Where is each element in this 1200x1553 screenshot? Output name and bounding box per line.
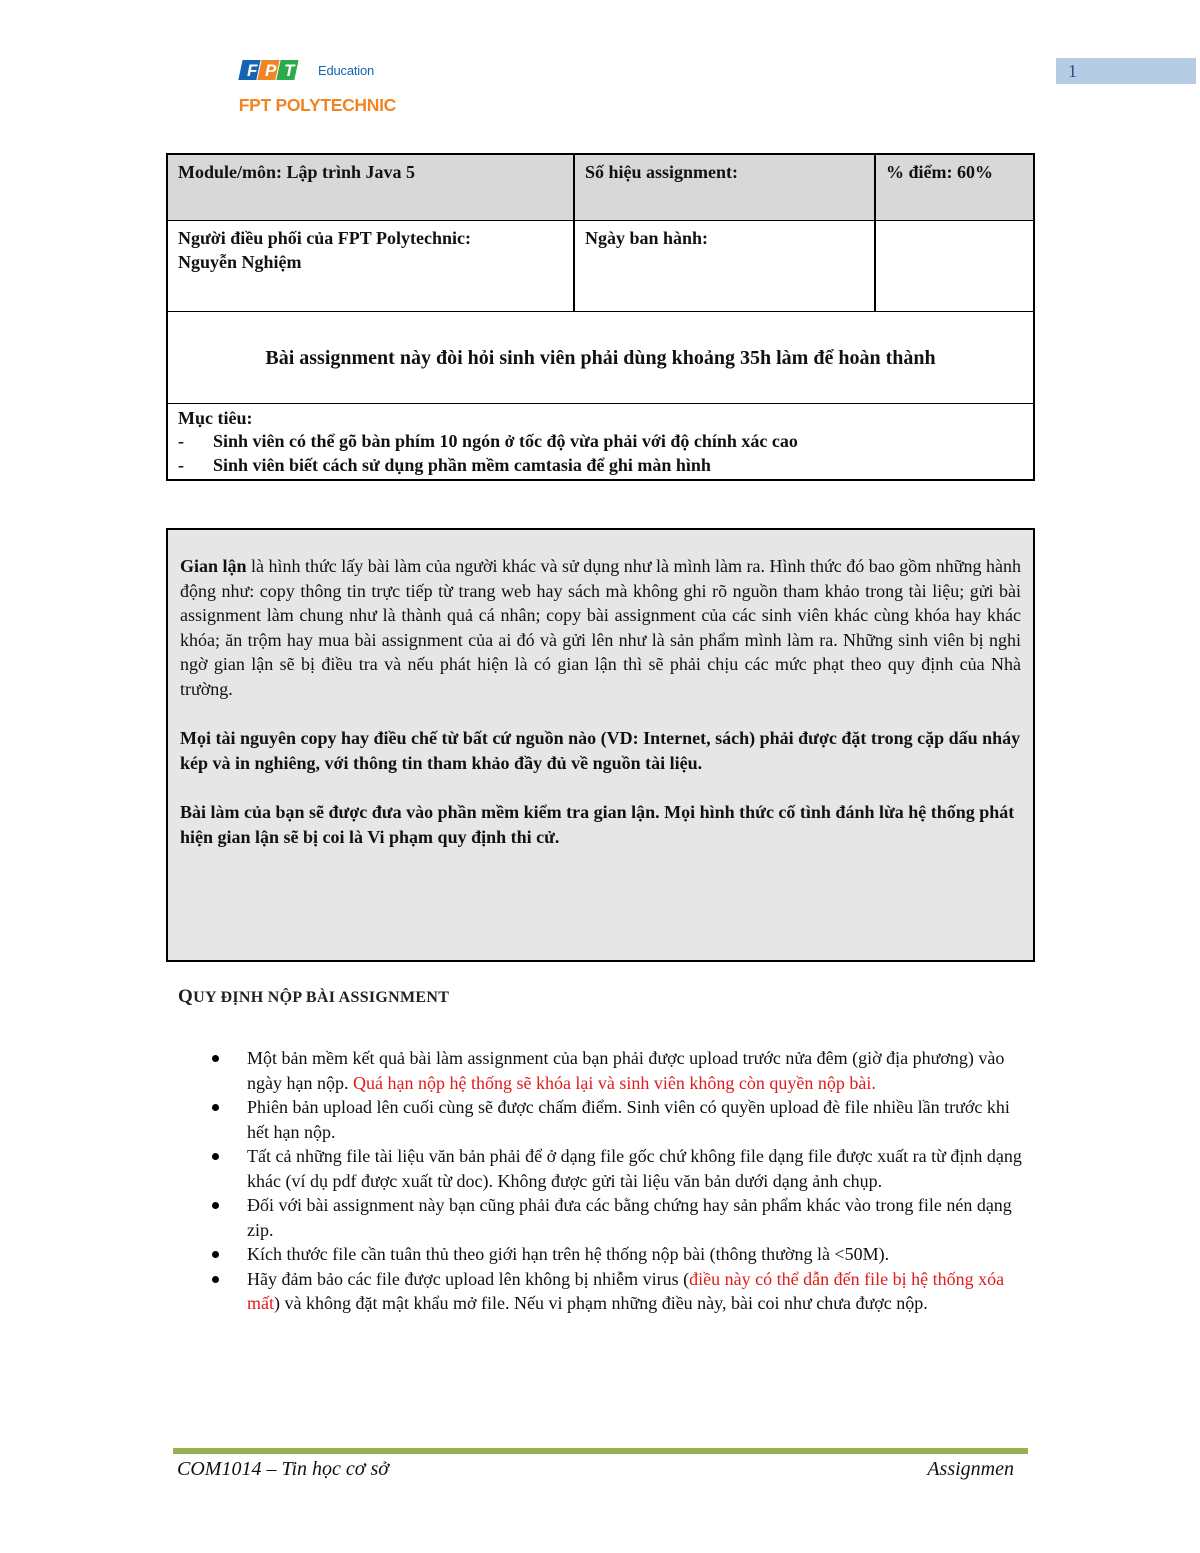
goal-item: - Sinh viên biết cách sử dụng phần mềm camtasia để ghi màn hình [178, 455, 711, 475]
logo-tile-f: F [247, 61, 258, 80]
coordinator-name: Nguyễn Nghiệm [178, 252, 302, 272]
goal-text: Sinh viên có thể gõ bàn phím 10 ngón ở tốc độ vừa phải với độ chính xác cao [213, 431, 798, 451]
list-item [212, 1095, 1027, 1144]
list-item [212, 1046, 1027, 1095]
empty-cell [876, 221, 1033, 311]
goal-item: - Sinh viên có thể gõ bàn phím 10 ngón ở tốc độ vừa phải với độ chính xác cao [178, 431, 798, 451]
fpt-logo-icon [237, 58, 301, 86]
section-title-initial: Q [178, 986, 194, 1007]
table-row [168, 221, 1033, 312]
goals-title: Mục tiêu: [178, 408, 253, 428]
rule-text: Một bản mềm kết quả bài làm assignment của bạn phải được upload trước nửa đêm (giờ địa phương) vào ngày hạn nộp. [247, 1048, 1005, 1093]
logo-education-text: Education [318, 63, 375, 78]
rule-text: Phiên bản upload lên cuối cùng sẽ được chấm điểm. Sinh viên có quyền upload đè file nhiều lần trước khi hết hạn nộp. [247, 1097, 1010, 1142]
bullet-icon [212, 1276, 219, 1283]
bullet-icon [212, 1055, 219, 1062]
rule-text: Tất cả những file tài liệu văn bản phải để ở dạng file gốc chứ không file dạng file được xuất ra từ định dạng khác (ví dụ pdf được xuất từ doc). Không được gửi tài liệu văn bản dưới dạng ảnh chụp. [247, 1146, 1022, 1191]
duration-text: Bài assignment này đòi hỏi sinh viên phải dùng khoảng 35h làm để hoàn thành [265, 346, 936, 369]
cheating-notice-box [166, 528, 1035, 962]
logo-tile-p: P [265, 61, 277, 80]
rule-warning: Quá hạn nộp hệ thống sẽ khóa lại và sinh viên không còn quyền nộp bài. [352, 1072, 876, 1093]
bullet-icon [212, 1104, 219, 1111]
list-item [212, 1193, 1027, 1242]
score-cell: % điểm: 60% [886, 162, 993, 182]
list-item [212, 1267, 1027, 1316]
assignment-info-table [166, 153, 1035, 481]
plagiarism-check-paragraph: Bài làm của bạn sẽ được đưa vào phần mềm kiểm tra gian lận. Mọi hình thức cố tình đánh lừa hệ thống phát hiện gian lận sẽ bị coi là Vi phạm quy định thi cử. [180, 802, 1015, 847]
citation-paragraph: Mọi tài nguyên copy hay điều chế từ bất cứ nguồn nào (VD: Internet, sách) phải được đặt trong cặp dấu nháy kép và in nghiêng, với thông tin tham khảo đầy đủ về nguồn tài liệu. [180, 728, 1021, 773]
rule-text: Hãy đảm bảo các file được upload lên không bị nhiễm virus ( [247, 1268, 690, 1289]
cheating-paragraph [180, 554, 1021, 701]
issue-date-cell: Ngày ban hành: [575, 221, 876, 311]
rules-list [212, 1046, 1027, 1316]
bullet-icon [212, 1202, 219, 1209]
footer-divider [173, 1448, 1028, 1454]
goals-section [168, 404, 1033, 479]
logo-tile-t: T [284, 61, 295, 80]
list-item [212, 1242, 1027, 1267]
rule-text: Kích thước file cần tuân thủ theo giới hạn trên hệ thống nộp bài (thông thường là <50M). [247, 1244, 890, 1264]
table-row [168, 312, 1033, 404]
fpt-polytechnic-logo [237, 55, 397, 125]
bullet-icon [212, 1153, 219, 1160]
list-item [212, 1144, 1027, 1193]
table-row [168, 155, 1033, 221]
cheating-lead: Gian lận [180, 556, 247, 576]
logo-polytechnic-text: FPT POLYTECHNIC [238, 95, 396, 115]
rule-text: Đối với bài assignment này bạn cũng phải đưa các bằng chứng hay sản phẩm khác vào trong file nén dạng zip. [247, 1195, 1012, 1240]
section-title [178, 986, 449, 1008]
module-cell: Module/môn: Lập trình Java 5 [168, 155, 575, 220]
assignment-number-cell: Số hiệu assignment: [575, 155, 876, 220]
footer-course: COM1014 – Tin học cơ sở [177, 1458, 389, 1480]
rule-warning: điều này có thể dẫn đến file bị hệ thống xóa mất [247, 1268, 1005, 1313]
footer-doc-type: Assignmen [927, 1458, 1014, 1480]
rule-text-after: ) và không đặt mật khẩu mở file. Nếu vi phạm những điều này, bài coi như chưa được nộp. [274, 1293, 928, 1313]
bullet-icon [212, 1251, 219, 1258]
section-title-rest: UY ĐỊNH NỘP BÀI ASSIGNMENT [193, 989, 450, 1006]
page-number: 1 [1056, 58, 1196, 84]
coordinator-cell [168, 221, 575, 311]
goal-text: Sinh viên biết cách sử dụng phần mềm camtasia để ghi màn hình [213, 455, 711, 475]
coordinator-label: Người điều phối của FPT Polytechnic: [178, 228, 471, 248]
cheating-text: là hình thức lấy bài làm của người khác và sử dụng như là mình làm ra. Hình thức đó bao gồm những hành động như: copy thông tin trực tiếp từ trang web hay sách mà không ghi rõ nguồn tham khảo trong tài liệu; gửi bài assignment làm chung như là thành quả cá nhân; copy bài assignment của các sinh viên khác cùng khóa hay khác khóa; ăn trộm hay mua bài assignment của ai đó và gửi lên như là sản phẩm mình làm ra. Những sinh viên bị nghi ngờ gian lận sẽ bị điều tra và nếu phát hiện là có gian lận thì sẽ phải chịu các mức phạt theo quy định của Nhà trường. [180, 556, 1021, 699]
